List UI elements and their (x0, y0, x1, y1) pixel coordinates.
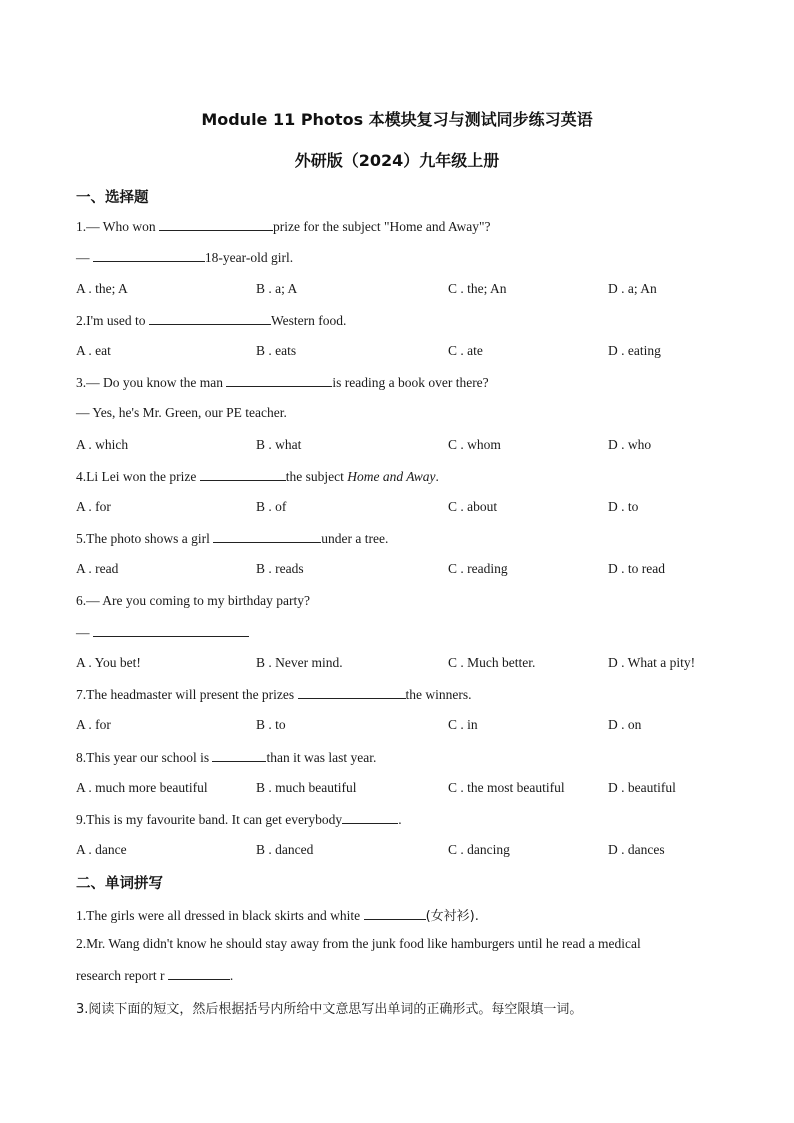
spelling-2-cont: research report r . (76, 968, 234, 983)
option-b[interactable]: B . much beautiful (256, 780, 357, 795)
option-c[interactable]: C . ate (448, 343, 483, 358)
section-heading-choice: 一、选择题 (76, 190, 149, 206)
option-a[interactable]: A . for (76, 499, 111, 514)
question-6-stem: 6.— Are you coming to my birthday party? (76, 593, 310, 608)
option-a[interactable]: A . for (76, 717, 111, 732)
option-d[interactable]: D . on (608, 717, 642, 732)
answer-blank[interactable] (298, 686, 406, 699)
question-4-stem: 4.Li Lei won the prize the subject Home and Away. (76, 469, 439, 484)
question-3-reply: — Yes, he's Mr. Green, our PE teacher. (76, 405, 287, 420)
answer-blank[interactable] (364, 907, 426, 920)
answer-blank[interactable] (149, 312, 271, 325)
option-c[interactable]: C . dancing (448, 842, 510, 857)
option-a[interactable]: A . the; A (76, 281, 128, 296)
option-a[interactable]: A . dance (76, 842, 127, 857)
answer-blank[interactable] (93, 624, 249, 637)
option-d[interactable]: D . beautiful (608, 780, 676, 795)
question-1-reply: — 18-year-old girl. (76, 250, 294, 265)
spelling-1: 1.The girls were all dressed in black skirts and white (女衬衫). (76, 908, 479, 924)
option-c[interactable]: C . reading (448, 561, 508, 576)
answer-blank[interactable] (93, 249, 205, 262)
page-subtitle: 外研版（2024）九年级上册 (294, 151, 500, 170)
option-a[interactable]: A . eat (76, 343, 111, 358)
answer-blank[interactable] (168, 967, 230, 980)
option-b[interactable]: B . danced (256, 842, 314, 857)
option-a[interactable]: A . read (76, 561, 119, 576)
question-2-stem: 2.I'm used to Western food. (76, 313, 347, 328)
option-a[interactable]: A . You bet! (76, 655, 141, 670)
option-d[interactable]: D . to (608, 499, 639, 514)
option-a[interactable]: A . which (76, 437, 129, 452)
option-c[interactable]: C . in (448, 717, 478, 732)
question-9-stem: 9.This is my favourite band. It can get everybody . (76, 812, 402, 827)
question-5-stem: 5.The photo shows a girl under a tree. (76, 531, 389, 546)
option-d[interactable]: D . a; An (608, 281, 657, 296)
question-1-stem: 1.— Who won prize for the subject "Home and Away"? (76, 219, 491, 234)
section-heading-spelling: 二、单词拼写 (76, 876, 163, 892)
option-b[interactable]: B . of (256, 499, 287, 514)
option-d[interactable]: D . What a pity! (608, 655, 696, 670)
question-3-stem: 3.— Do you know the man is reading a book over there? (76, 375, 489, 390)
answer-blank[interactable] (226, 374, 332, 387)
option-d[interactable]: D . eating (608, 343, 661, 358)
option-b[interactable]: B . a; A (256, 281, 298, 296)
spelling-3-instructions: 3.阅读下面的短文，然后根据括号内所给中文意思写出单词的正确形式。每空限填一词。 (76, 1002, 583, 1017)
page-title: Module 11 Photos 本模块复习与测试同步练习英语 (201, 110, 593, 129)
answer-blank[interactable] (159, 218, 273, 231)
question-6-reply: — (76, 624, 249, 641)
option-b[interactable]: B . what (256, 437, 302, 452)
option-c[interactable]: C . Much better. (448, 655, 536, 670)
answer-blank[interactable] (212, 749, 266, 762)
option-a[interactable]: A . much more beautiful (76, 780, 208, 795)
option-b[interactable]: B . reads (256, 561, 304, 576)
question-8-stem: 8.This year our school is than it was last year. (76, 750, 377, 765)
option-c[interactable]: C . the; An (448, 281, 507, 296)
option-d[interactable]: D . dances (608, 842, 665, 857)
option-b[interactable]: B . Never mind. (256, 655, 343, 670)
option-b[interactable]: B . eats (256, 343, 297, 358)
question-7-stem: 7.The headmaster will present the prizes the winners. (76, 687, 472, 702)
option-b[interactable]: B . to (256, 717, 286, 732)
answer-blank[interactable] (213, 530, 321, 543)
option-d[interactable]: D . who (608, 437, 652, 452)
answer-blank[interactable] (342, 811, 398, 824)
option-c[interactable]: C . about (448, 499, 498, 514)
option-d[interactable]: D . to read (608, 561, 665, 576)
option-c[interactable]: C . the most beautiful (448, 780, 565, 795)
option-c[interactable]: C . whom (448, 437, 501, 452)
spelling-2: 2.Mr. Wang didn't know he should stay away from the junk food like hamburgers until he read a medical (76, 936, 641, 951)
answer-blank[interactable] (200, 468, 286, 481)
